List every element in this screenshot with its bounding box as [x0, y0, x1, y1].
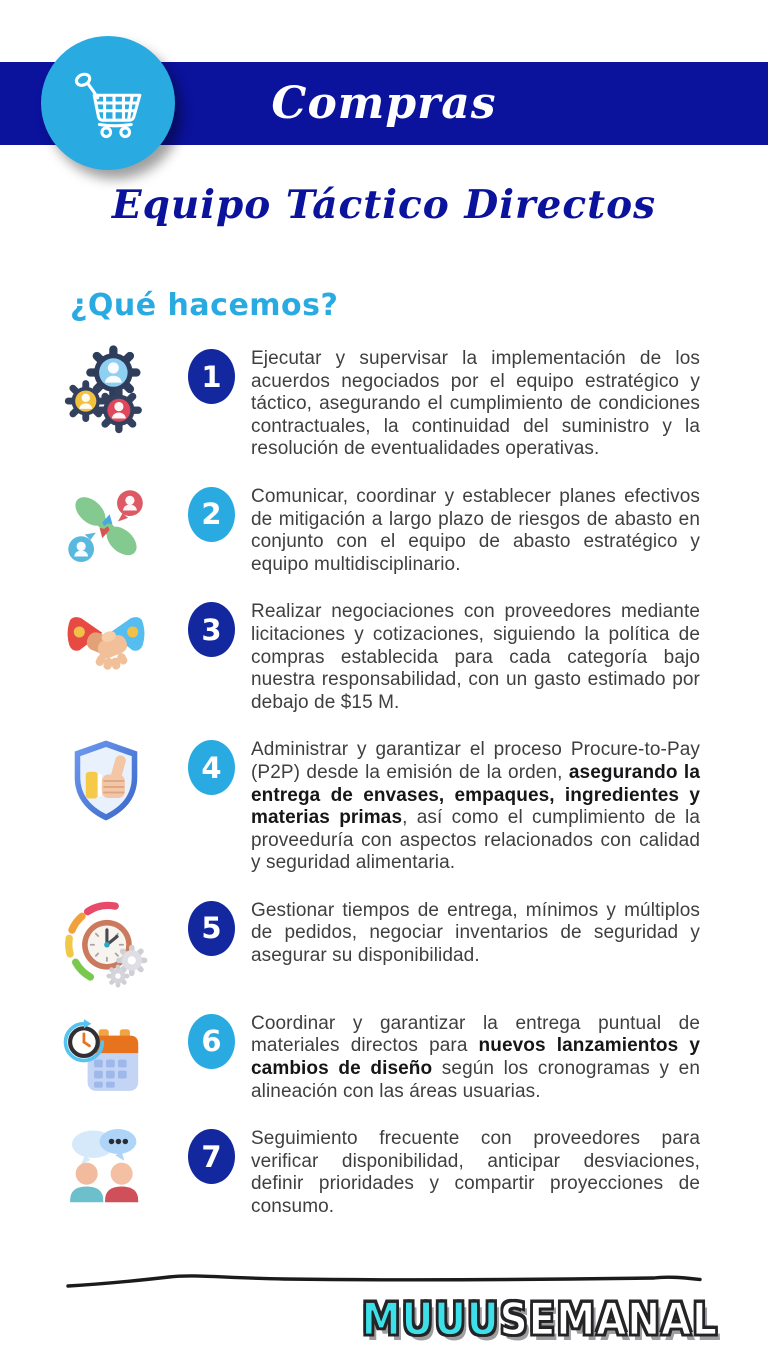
- list-item-3: [60, 601, 708, 714]
- item-text-5: Gestionar tiempos de entrega, mínimos y múltiplos de pedidos, negociar inventarios de seguridad y asegurar su disponibilidad.: [251, 899, 700, 967]
- item-text-4: Administrar y garantizar el proceso Procure-to-Pay (P2P) desde la emisión de la orden, asegurando la entrega de envases, empaques, ingredientes y materias primas, así como el cumplimiento de la proveeduría con aspectos relacionados con calidad y seguridad alimentaria.: [251, 739, 700, 874]
- shopping-cart-badge: [41, 36, 175, 170]
- gears-people-icon: [60, 344, 152, 436]
- brand-logo-secondary: SEMANAL: [499, 1294, 718, 1346]
- page-title: Compras: [271, 78, 497, 129]
- item-badge-6: 6: [188, 1014, 235, 1069]
- item-badge-1: 1: [188, 349, 235, 404]
- list-item-6: [60, 1013, 708, 1103]
- handshake-icon: [60, 597, 152, 689]
- item-text-3: Realizar negociaciones con proveedores mediante licitaciones y cotizaciones, siguiendo la política de compras establecida para cada categoría bajo nuestra responsabilidad, con un gasto estimado por debajo de $15 M.: [251, 601, 700, 713]
- item-text-7: Seguimiento frecuente con proveedores para verificar disponibilidad, anticipar desviaciones, definir prioridades y compartir proyecciones de consumo.: [251, 1128, 700, 1218]
- people-conversation-icon: [60, 1124, 152, 1216]
- list-item-7: [60, 1128, 708, 1218]
- item-badge-5: 5: [188, 901, 235, 956]
- calendar-clock-icon: [60, 1009, 152, 1101]
- phone-contacts-icon: [60, 482, 152, 574]
- list-item-1: [60, 348, 708, 461]
- item-badge-3: 3: [188, 602, 235, 657]
- list-item-2: [60, 486, 708, 576]
- item-badge-2: 2: [188, 487, 235, 542]
- hand-drawn-divider: [64, 1272, 704, 1290]
- timer-gears-icon: [60, 896, 152, 988]
- shield-thumbs-up-icon: [60, 735, 152, 827]
- shopping-cart-icon: [65, 60, 151, 146]
- task-list: [60, 348, 708, 1244]
- list-item-4: [60, 739, 708, 875]
- list-item-5: [60, 900, 708, 988]
- brand-logo-primary: MUUU: [361, 1294, 500, 1346]
- team-subtitle: Equipo Táctico Directos: [111, 182, 657, 228]
- item-text-2: Comunicar, coordinar y establecer planes efectivos de mitigación a largo plazo de riesgos de abasto en conjunto con el equipo de abasto estratégico y equipo multidisciplinario.: [251, 485, 700, 575]
- brand-logo: [362, 1294, 718, 1346]
- section-heading: ¿Qué hacemos?: [70, 288, 339, 323]
- item-text-1: Ejecutar y supervisar la implementación de los acuerdos negociados por el equipo estratégico y táctico, asegurando el cumplimiento de condiciones contractuales, la continuidad del suministro y la resolución de eventualidades operativas.: [251, 348, 700, 460]
- item-badge-4: 4: [188, 740, 235, 795]
- item-text-6: Coordinar y garantizar la entrega puntual de materiales directos para nuevos lanzamientos y cambios de diseño según los cronogramas y en alineación con las áreas usuarias.: [251, 1012, 700, 1102]
- item-badge-7: 7: [188, 1129, 235, 1184]
